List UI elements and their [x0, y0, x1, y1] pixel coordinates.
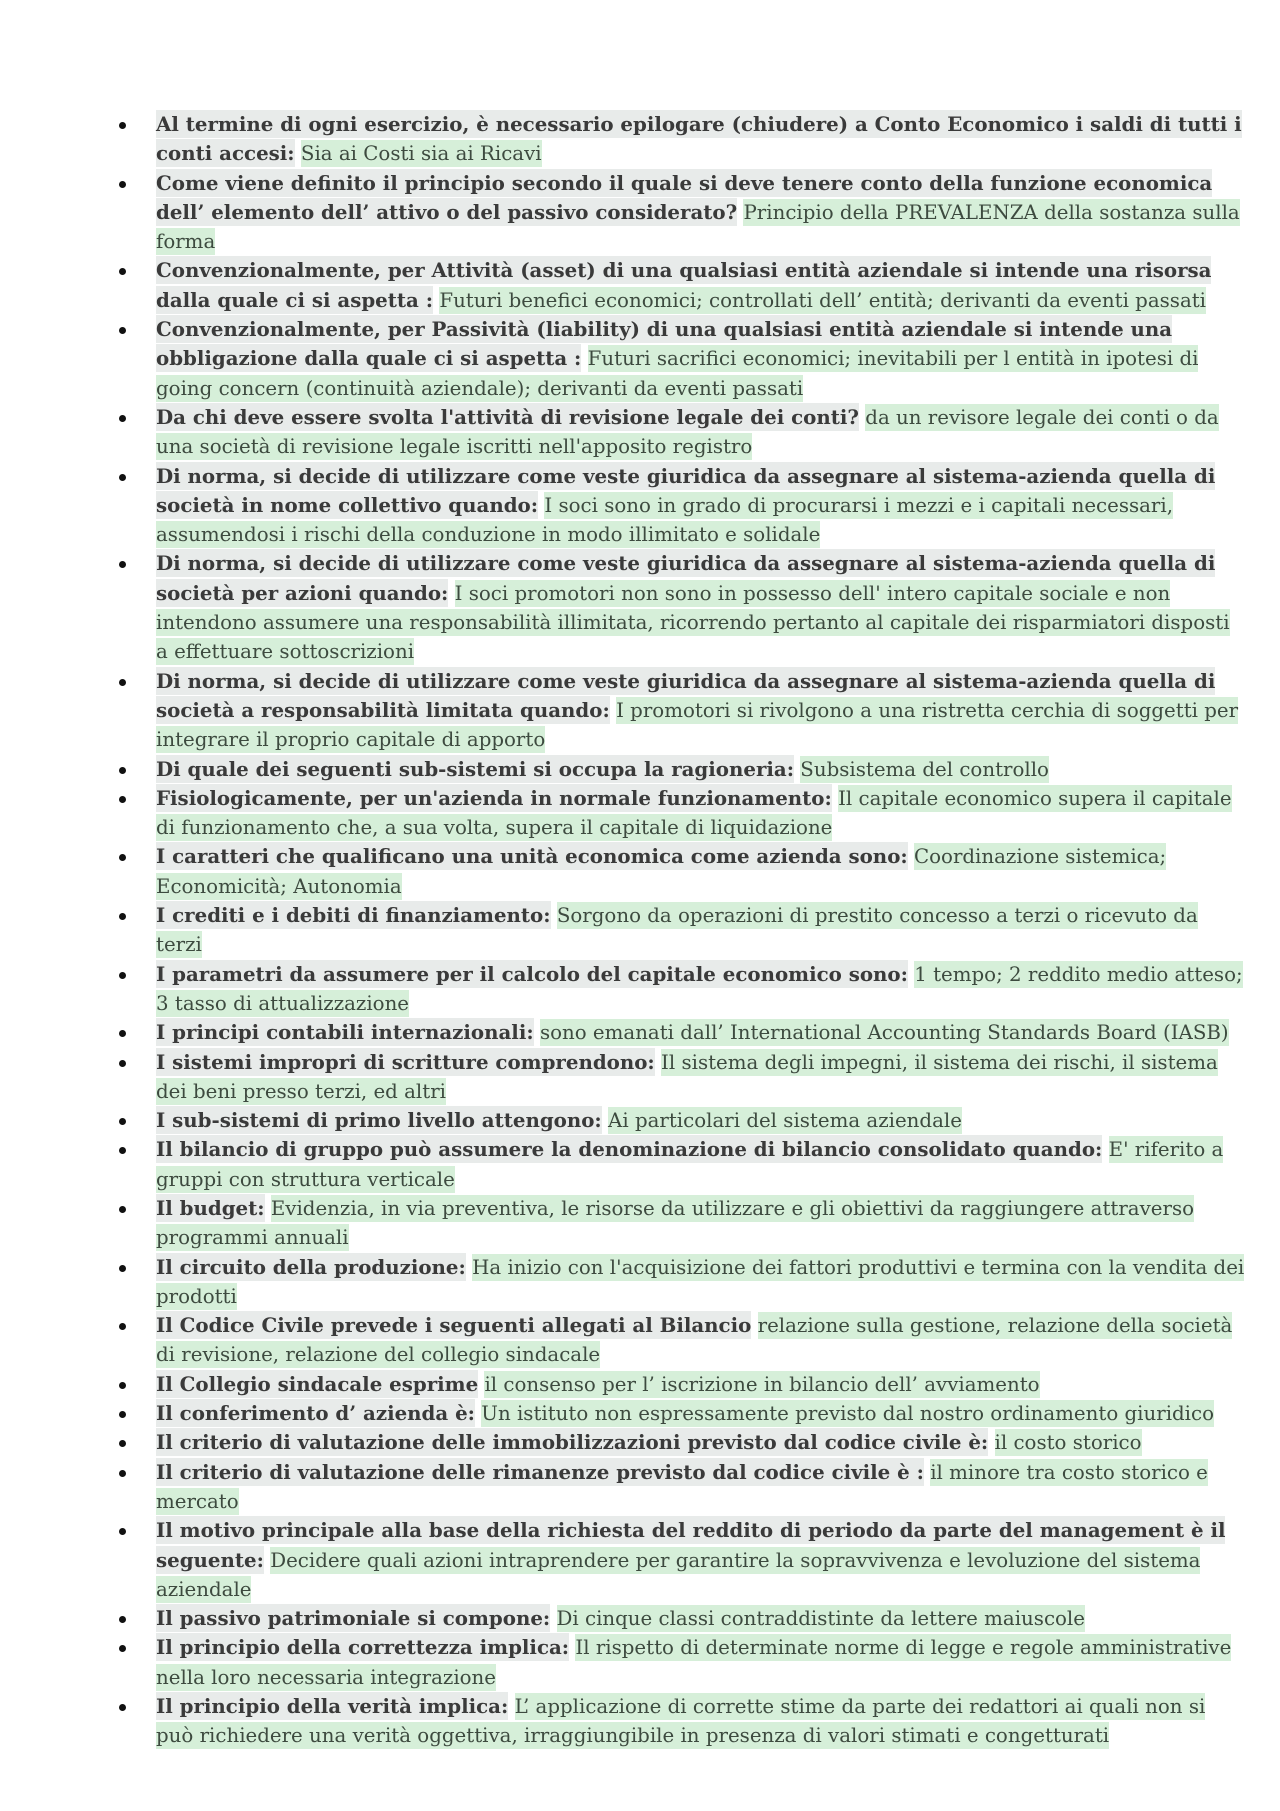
bullet-icon [119, 913, 126, 920]
list-item [156, 784, 1246, 843]
answer-text: Sorgono da operazioni di prestito concesso a terzi o ricevuto da terzi [156, 904, 1198, 957]
list-item [156, 842, 1246, 901]
bullet-icon [119, 1470, 126, 1477]
question-text: Convenzionalmente, per Passività (liability) di una qualsiasi entità aziendale si intende una obbligazione dalla quale ci si aspetta : [156, 317, 1173, 371]
bullet-icon [119, 972, 126, 979]
list-item [156, 1106, 1246, 1135]
question-text: Di norma, si decide di utilizzare come veste giuridica da assegnare al sistema-azienda quella di società a responsabilità limitata quando: [156, 668, 1216, 722]
answer-text: E' riferito a gruppi con struttura verticale [156, 1138, 1224, 1191]
answer-text: Coordinazione sistemica; Economicità; Autonomia [156, 845, 1167, 898]
list-item [156, 1370, 1246, 1399]
answer-text: Di cinque classi contraddistinte da lettere maiuscole [556, 1607, 1085, 1631]
question-text: Il principio della verità implica: [156, 1694, 509, 1719]
question-text: Da chi deve essere svolta l'attività di revisione legale dei conti? [156, 404, 859, 429]
list-item [156, 1516, 1246, 1604]
question-text: Il Collegio sindacale esprime [156, 1371, 479, 1396]
list-item [156, 755, 1246, 784]
answer-text: I soci sono in grado di procurarsi i mezzi e i capitali necessari, assumendosi i rischi della conduzione in modo illimitato e solidale [156, 493, 1174, 547]
question-text: Il criterio di valutazione delle immobilizzazioni previsto dal codice civile è: [156, 1430, 989, 1455]
bullet-icon [119, 1147, 126, 1154]
answer-text: Principio della PREVALENZA della sostanza sulla forma [156, 200, 1240, 254]
bullet-icon [119, 1411, 126, 1418]
list-item [156, 1458, 1246, 1517]
bullet-icon [119, 796, 126, 803]
list-item [156, 901, 1246, 960]
bullet-icon [119, 1528, 126, 1535]
bullet-icon [119, 679, 126, 686]
bullet-icon [119, 1265, 126, 1272]
list-item [156, 1048, 1246, 1107]
answer-text: I promotori si rivolgono a una ristretta cerchia di soggetti per integrare il proprio capitale di apporto [156, 698, 1239, 752]
list-item [156, 256, 1246, 315]
question-text: Il bilancio di gruppo può assumere la denominazione di bilancio consolidato quando: [156, 1137, 1103, 1162]
question-text: Il motivo principale alla base della richiesta del reddito di periodo da parte del management è il seguente: [156, 1518, 1226, 1572]
question-text: Il circuito della produzione: [156, 1254, 466, 1279]
bullet-icon [119, 181, 126, 188]
list-item [156, 1253, 1246, 1312]
bullet-icon [119, 1323, 126, 1330]
question-text: Al termine di ogni esercizio, è necessario epilogare (chiudere) a Conto Economico i saldi di tutti i conti accesi: [156, 112, 1242, 166]
answer-text: Ai particolari del sistema aziendale [608, 1109, 962, 1133]
list-item [156, 462, 1246, 550]
answer-text: Subsistema del controllo [800, 757, 1049, 781]
question-text: Di quale dei seguenti sub-sistemi si occupa la ragioneria: [156, 756, 794, 781]
bullet-icon [119, 854, 126, 861]
list-item [156, 403, 1246, 462]
answer-text: L’ applicazione di corrette stime da parte dei redattori ai quali non si può richiedere una verità oggettiva, irraggiungibile in presenza di valori stimati e congetturati [156, 1695, 1206, 1748]
answer-text: Futuri benefici economici; controllati dell’ entità; derivanti da eventi passati [439, 288, 1207, 312]
bullet-icon [119, 1382, 126, 1389]
question-text: Di norma, si decide di utilizzare come veste giuridica da assegnare al sistema-azienda quella di società per azioni quando: [156, 551, 1216, 605]
answer-text: il minore tra costo storico e mercato [156, 1460, 1208, 1513]
answer-text: 1 tempo; 2 reddito medio atteso; 3 tasso di attualizzazione [156, 962, 1243, 1015]
list-item [156, 549, 1246, 666]
bullet-icon [119, 1645, 126, 1652]
bullet-icon [119, 1440, 126, 1447]
bullet-icon [119, 122, 126, 129]
question-text: Il Codice Civile prevede i seguenti allegati al Bilancio [156, 1313, 752, 1338]
answer-text: relazione sulla gestione, relazione della società di revisione, relazione del collegio sindacale [156, 1314, 1233, 1367]
list-item [156, 1633, 1246, 1692]
answer-text: Decidere quali azioni intraprendere per garantire la sopravvivenza e levoluzione del sistema aziendale [156, 1548, 1201, 1601]
bullet-icon [119, 561, 126, 568]
bullet-icon [119, 1616, 126, 1623]
list-item [156, 1428, 1246, 1457]
question-text: I crediti e i debiti di finanziamento: [156, 903, 551, 928]
question-text: I parametri da assumere per il calcolo del capitale economico sono: [156, 961, 908, 986]
list-item [156, 1311, 1246, 1370]
answer-text: Il sistema degli impegni, il sistema dei rischi, il sistema dei beni presso terzi, ed altri [156, 1050, 1218, 1103]
answer-text: I soci promotori non sono in possesso dell' intero capitale sociale e non intendono assumere una responsabilità illimitata, ricorrendo pertanto al capitale dei risparmiatori disposti a effettuare sottoscrizioni [156, 581, 1230, 664]
bullet-icon [119, 474, 126, 481]
question-text: Convenzionalmente, per Attività (asset) di una qualsiasi entità aziendale si intende una risorsa dalla quale ci si aspetta : [156, 258, 1212, 312]
question-text: Il budget: [156, 1195, 265, 1220]
list-item [156, 1194, 1246, 1253]
list-item [156, 1692, 1246, 1751]
question-text: I sub-sistemi di primo livello attengono: [156, 1108, 602, 1133]
answer-text: Un istituto non espressamente previsto dal nostro ordinamento giuridico [481, 1402, 1214, 1426]
question-text: Come viene definito il principio secondo il quale si deve tenere conto della funzione economica dell’ elemento dell’ attivo o del passivo considerato? [156, 170, 1213, 224]
list-item [156, 1018, 1246, 1047]
list-item [156, 110, 1246, 169]
answer-text: Ha inizio con l'acquisizione dei fattori produttivi e termina con la vendita dei prodotti [156, 1255, 1245, 1308]
answer-text: Futuri sacrifici economici; inevitabili per l entità in ipotesi di going concern (continuità aziendale); derivanti da eventi passati [156, 347, 1199, 400]
answer-text: il costo storico [994, 1431, 1142, 1455]
answer-text: Il rispetto di determinate norme di legge e regole amministrative nella loro necessaria integrazione [156, 1636, 1232, 1689]
list-item [156, 1604, 1246, 1633]
bullet-icon [119, 268, 126, 275]
question-text: Il passivo patrimoniale si compone: [156, 1606, 551, 1631]
question-text: I principi contabili internazionali: [156, 1020, 534, 1045]
list-item [156, 1135, 1246, 1194]
list-item [156, 667, 1246, 755]
bullet-icon [119, 1118, 126, 1125]
bullet-icon [119, 767, 126, 774]
list-item [156, 315, 1246, 403]
question-text: I sistemi impropri di scritture comprendono: [156, 1049, 655, 1074]
answer-text: Evidenzia, in via preventiva, le risorse da utilizzare e gli obiettivi da raggiungere attraverso programmi annuali [156, 1196, 1195, 1250]
question-text: Di norma, si decide di utilizzare come veste giuridica da assegnare al sistema-azienda quella di società in nome collettivo quando: [156, 463, 1216, 517]
question-text: Il criterio di valutazione delle rimanenze previsto dal codice civile è : [156, 1459, 924, 1484]
bullet-icon [119, 1206, 126, 1213]
answer-text: da un revisore legale dei conti o da una società di revisione legale iscritti nell'apposito registro [156, 405, 1219, 459]
question-text: I caratteri che qualificano una unità economica come azienda sono: [156, 844, 908, 869]
bullet-icon [119, 415, 126, 422]
answer-text: sono emanati dall’ International Accounting Standards Board (IASB) [539, 1021, 1229, 1045]
list-item [156, 1399, 1246, 1428]
qa-list [116, 110, 1246, 1751]
bullet-icon [119, 1030, 126, 1037]
question-text: Il conferimento d’ azienda è: [156, 1401, 475, 1426]
answer-text: il consenso per l’ iscrizione in bilancio dell’ avviamento [484, 1372, 1040, 1396]
bullet-icon [119, 1704, 126, 1711]
answer-text: Sia ai Costi sia ai Ricavi [300, 142, 542, 166]
list-item [156, 960, 1246, 1019]
answer-text: Il capitale economico supera il capitale di funzionamento che, a sua volta, supera il capitale di liquidazione [156, 786, 1232, 840]
question-text: Il principio della correttezza implica: [156, 1635, 570, 1660]
bullet-icon [119, 1060, 126, 1067]
bullet-icon [119, 327, 126, 334]
list-item [156, 169, 1246, 257]
question-text: Fisiologicamente, per un'azienda in normale funzionamento: [156, 785, 832, 810]
